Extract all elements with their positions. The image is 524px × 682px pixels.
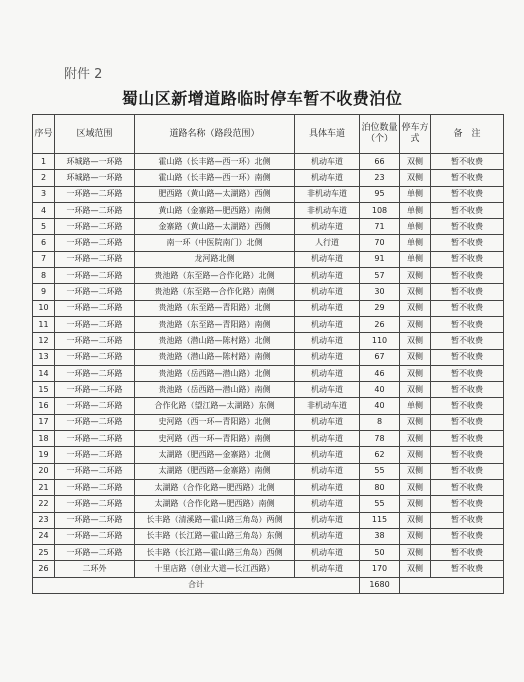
cell-note: 暂不收费 [431,528,504,544]
cell-road: 太湖路（合作化路—肥西路）南侧 [135,496,295,512]
cell-count: 66 [360,154,400,170]
document-title: 蜀山区新增道路临时停车暂不收费泊位 [121,89,403,108]
cell-mode: 单侧 [400,202,431,218]
cell-count: 95 [360,186,400,202]
cell-area: 一环路—二环路 [55,284,135,300]
table-row [33,316,504,332]
cell-lane: 机动车道 [295,512,360,528]
cell-no: 10 [33,300,55,316]
header-mode [400,115,431,154]
cell-mode: 双侧 [400,333,431,349]
cell-count: 26 [360,316,400,332]
cell-area: 二环外 [55,561,135,577]
table-row [33,561,504,577]
cell-lane: 机动车道 [295,447,360,463]
cell-no: 15 [33,382,55,398]
cell-note: 暂不收费 [431,170,504,186]
table-row [33,268,504,284]
cell-mode: 单侧 [400,235,431,251]
cell-area: 一环路—二环路 [55,512,135,528]
cell-mode: 双侧 [400,431,431,447]
cell-count: 50 [360,545,400,561]
header-road: 道路名称（路段范围） [135,115,295,154]
header-count-text: 泊位数量（个） [361,123,398,144]
cell-road: 十里店路（创业大道—长江西路） [135,561,295,577]
cell-count: 30 [360,284,400,300]
table-row [33,154,504,170]
cell-count: 71 [360,219,400,235]
cell-lane: 机动车道 [295,300,360,316]
cell-road: 长丰路（长江路—霍山路三角岛）西侧 [135,545,295,561]
table-row [33,545,504,561]
table-row [33,186,504,202]
cell-count: 110 [360,333,400,349]
cell-road: 贵池路（潜山路—陈村路）北侧 [135,333,295,349]
cell-note: 暂不收费 [431,333,504,349]
cell-area: 一环路—二环路 [55,382,135,398]
cell-area: 一环路—二环路 [55,365,135,381]
cell-note: 暂不收费 [431,300,504,316]
header-area: 区域范围 [55,115,135,154]
cell-count: 57 [360,268,400,284]
cell-area: 一环路—二环路 [55,414,135,430]
cell-mode: 双侧 [400,414,431,430]
cell-no: 1 [33,154,55,170]
cell-count: 62 [360,447,400,463]
cell-road: 太湖路（肥西路—金寨路）北侧 [135,447,295,463]
cell-mode: 双侧 [400,170,431,186]
cell-no: 5 [33,219,55,235]
cell-mode: 双侧 [400,528,431,544]
cell-no: 11 [33,316,55,332]
cell-area: 一环路—二环路 [55,202,135,218]
cell-note: 暂不收费 [431,561,504,577]
cell-lane: 非机动车道 [295,186,360,202]
cell-road: 史河路（西一环—青阳路）南侧 [135,431,295,447]
table-row [33,251,504,267]
table-row [33,512,504,528]
cell-area: 环城路—一环路 [55,154,135,170]
cell-lane: 机动车道 [295,251,360,267]
table-row [33,300,504,316]
cell-no: 18 [33,431,55,447]
cell-lane: 机动车道 [295,284,360,300]
cell-no: 6 [33,235,55,251]
cell-note: 暂不收费 [431,463,504,479]
cell-lane: 机动车道 [295,561,360,577]
cell-road: 金寨路（黄山路—太湖路）西侧 [135,219,295,235]
cell-lane: 机动车道 [295,496,360,512]
cell-count: 70 [360,235,400,251]
header-no: 序号 [33,115,55,154]
cell-note: 暂不收费 [431,349,504,365]
parking-table [32,114,504,594]
cell-mode: 双侧 [400,349,431,365]
table-row [33,365,504,381]
total-row [33,577,504,593]
table-row [33,219,504,235]
cell-road: 贵池路（东至路—青阳路）北侧 [135,300,295,316]
cell-note: 暂不收费 [431,398,504,414]
cell-lane: 机动车道 [295,268,360,284]
cell-area: 一环路—二环路 [55,496,135,512]
cell-no: 2 [33,170,55,186]
cell-road: 长丰路（清溪路—霍山路三角岛）两侧 [135,512,295,528]
cell-no: 14 [33,365,55,381]
cell-lane: 机动车道 [295,431,360,447]
cell-area: 一环路—二环路 [55,463,135,479]
cell-note: 暂不收费 [431,268,504,284]
cell-no: 17 [33,414,55,430]
table-row [33,284,504,300]
cell-mode: 双侧 [400,382,431,398]
cell-note: 暂不收费 [431,154,504,170]
cell-no: 25 [33,545,55,561]
cell-area: 一环路—二环路 [55,219,135,235]
cell-no: 26 [33,561,55,577]
cell-no: 3 [33,186,55,202]
cell-count: 40 [360,382,400,398]
cell-mode: 双侧 [400,300,431,316]
header-count [360,115,400,154]
table-row [33,463,504,479]
cell-count: 55 [360,463,400,479]
cell-no: 23 [33,512,55,528]
cell-mode: 双侧 [400,316,431,332]
table-row [33,528,504,544]
table-row [33,202,504,218]
cell-lane: 非机动车道 [295,202,360,218]
cell-road: 黄山路（金寨路—肥西路）南侧 [135,202,295,218]
cell-note: 暂不收费 [431,431,504,447]
cell-count: 38 [360,528,400,544]
cell-lane: 机动车道 [295,316,360,332]
cell-mode: 单侧 [400,398,431,414]
cell-no: 20 [33,463,55,479]
cell-no: 4 [33,202,55,218]
cell-count: 67 [360,349,400,365]
cell-mode: 双侧 [400,154,431,170]
cell-lane: 机动车道 [295,463,360,479]
cell-lane: 机动车道 [295,219,360,235]
cell-area: 一环路—二环路 [55,268,135,284]
cell-lane: 机动车道 [295,170,360,186]
cell-no: 16 [33,398,55,414]
cell-count: 91 [360,251,400,267]
cell-no: 12 [33,333,55,349]
cell-no: 13 [33,349,55,365]
cell-road: 龙河路北侧 [135,251,295,267]
cell-mode: 双侧 [400,496,431,512]
cell-road: 霍山路（长丰路—西一环）南侧 [135,170,295,186]
cell-road: 霍山路（长丰路—西一环）北侧 [135,154,295,170]
cell-count: 46 [360,365,400,381]
cell-note: 暂不收费 [431,512,504,528]
cell-area: 一环路—二环路 [55,545,135,561]
table-row [33,414,504,430]
cell-no: 22 [33,496,55,512]
cell-lane: 非机动车道 [295,398,360,414]
cell-area: 一环路—二环路 [55,251,135,267]
cell-road: 贵池路（东至路—合作化路）南侧 [135,284,295,300]
cell-lane: 机动车道 [295,154,360,170]
table-row [33,235,504,251]
cell-mode: 双侧 [400,463,431,479]
cell-note: 暂不收费 [431,235,504,251]
cell-no: 9 [33,284,55,300]
cell-road: 长丰路（长江路—霍山路三角岛）东侧 [135,528,295,544]
cell-road: 南一环（中医院南门）北侧 [135,235,295,251]
cell-count: 40 [360,398,400,414]
cell-mode: 单侧 [400,186,431,202]
total-label: 合计 [33,577,360,593]
cell-count: 115 [360,512,400,528]
cell-road: 合作化路（望江路—太湖路）东侧 [135,398,295,414]
header-mode-text: 停车方式 [401,123,429,144]
cell-area: 一环路—二环路 [55,447,135,463]
cell-count: 108 [360,202,400,218]
total-count: 1680 [360,577,400,593]
cell-note: 暂不收费 [431,186,504,202]
table-row [33,479,504,495]
cell-note: 暂不收费 [431,382,504,398]
cell-note: 暂不收费 [431,365,504,381]
cell-road: 贵池路（潜山路—陈村路）南侧 [135,349,295,365]
cell-count: 80 [360,479,400,495]
cell-area: 一环路—二环路 [55,300,135,316]
cell-no: 21 [33,479,55,495]
cell-count: 55 [360,496,400,512]
header-note: 备 注 [431,115,504,154]
table-row [33,333,504,349]
cell-road: 太湖路（肥西路—金寨路）南侧 [135,463,295,479]
cell-mode: 单侧 [400,251,431,267]
attachment-label: 附件 2 [64,67,103,82]
cell-mode: 双侧 [400,284,431,300]
table-row [33,398,504,414]
cell-road: 贵池路（岳西路—潜山路）北侧 [135,365,295,381]
cell-note: 暂不收费 [431,414,504,430]
table-row [33,349,504,365]
cell-count: 78 [360,431,400,447]
cell-note: 暂不收费 [431,202,504,218]
cell-lane: 机动车道 [295,479,360,495]
cell-area: 一环路—二环路 [55,398,135,414]
cell-area: 一环路—二环路 [55,316,135,332]
table-row [33,496,504,512]
cell-mode: 双侧 [400,365,431,381]
cell-count: 23 [360,170,400,186]
cell-mode: 双侧 [400,512,431,528]
cell-note: 暂不收费 [431,219,504,235]
cell-mode: 双侧 [400,561,431,577]
cell-note: 暂不收费 [431,447,504,463]
cell-no: 8 [33,268,55,284]
cell-count: 8 [360,414,400,430]
cell-area: 一环路—二环路 [55,186,135,202]
table-row [33,382,504,398]
cell-lane: 机动车道 [295,414,360,430]
cell-no: 24 [33,528,55,544]
table-row [33,170,504,186]
cell-count: 170 [360,561,400,577]
cell-road: 贵池路（东至路—青阳路）南侧 [135,316,295,332]
cell-count: 29 [360,300,400,316]
table-body [33,154,504,594]
cell-area: 一环路—二环路 [55,235,135,251]
header-row [33,115,504,154]
cell-road: 史河路（西一环—青阳路）北侧 [135,414,295,430]
cell-no: 19 [33,447,55,463]
cell-road: 贵池路（岳西路—潜山路）南侧 [135,382,295,398]
cell-area: 环城路—一环路 [55,170,135,186]
cell-mode: 双侧 [400,545,431,561]
cell-note: 暂不收费 [431,316,504,332]
cell-lane: 人行道 [295,235,360,251]
cell-road: 肥西路（黄山路—太湖路）西侧 [135,186,295,202]
header-lane: 具体车道 [295,115,360,154]
cell-lane: 机动车道 [295,333,360,349]
cell-mode: 单侧 [400,219,431,235]
cell-lane: 机动车道 [295,382,360,398]
cell-area: 一环路—二环路 [55,528,135,544]
cell-lane: 机动车道 [295,528,360,544]
cell-area: 一环路—二环路 [55,349,135,365]
cell-mode: 双侧 [400,447,431,463]
table-row [33,431,504,447]
cell-note: 暂不收费 [431,545,504,561]
cell-area: 一环路—二环路 [55,479,135,495]
cell-mode: 双侧 [400,268,431,284]
total-empty [400,577,504,593]
cell-area: 一环路—二环路 [55,431,135,447]
cell-lane: 机动车道 [295,365,360,381]
cell-note: 暂不收费 [431,496,504,512]
cell-note: 暂不收费 [431,284,504,300]
cell-area: 一环路—二环路 [55,333,135,349]
cell-mode: 双侧 [400,479,431,495]
cell-road: 贵池路（东至路—合作化路）北侧 [135,268,295,284]
cell-lane: 机动车道 [295,349,360,365]
cell-note: 暂不收费 [431,479,504,495]
cell-road: 太湖路（合作化路—肥西路）北侧 [135,479,295,495]
cell-no: 7 [33,251,55,267]
table-row [33,447,504,463]
cell-lane: 机动车道 [295,545,360,561]
cell-note: 暂不收费 [431,251,504,267]
